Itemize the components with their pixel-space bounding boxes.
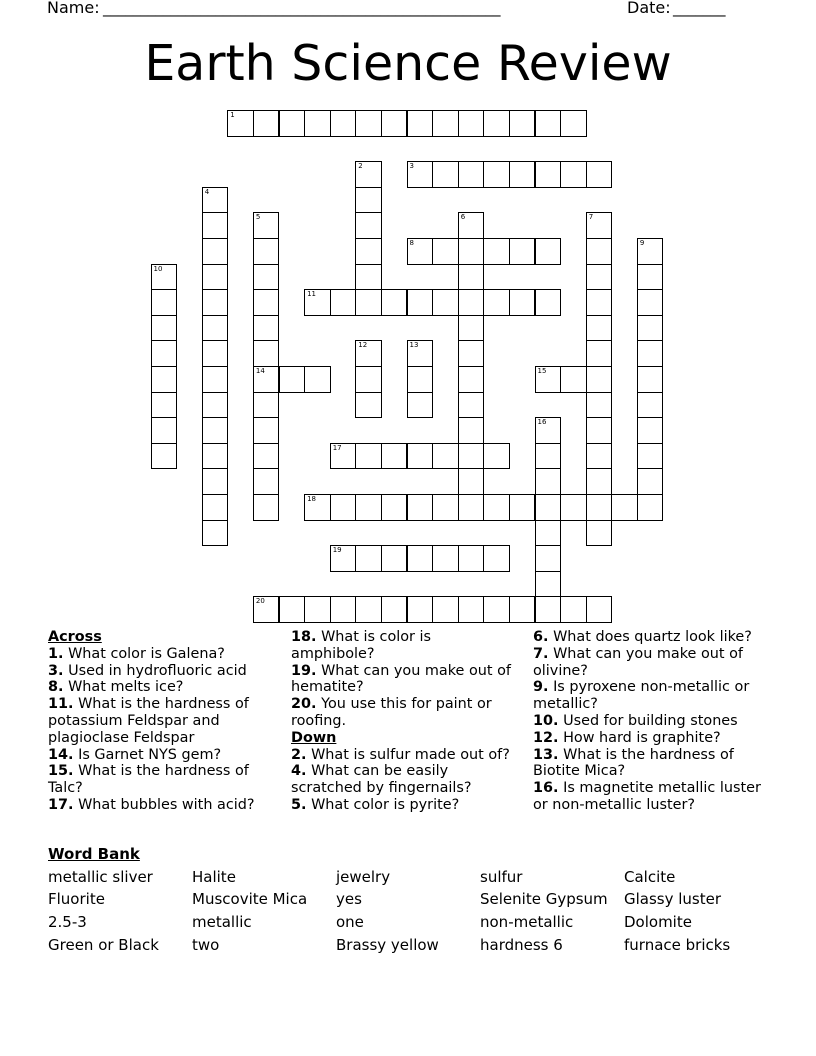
crossword-cell[interactable] xyxy=(202,340,229,367)
crossword-cell[interactable] xyxy=(432,289,459,316)
word-bank-item: one xyxy=(336,913,364,931)
crossword-cell[interactable] xyxy=(586,315,613,342)
clue-text: What is color is amphibole? xyxy=(291,629,432,662)
clue-number: 8. xyxy=(48,679,64,696)
clue-text: What color is pyrite? xyxy=(311,796,460,813)
word-bank-item: two xyxy=(192,936,220,954)
crossword-cell[interactable] xyxy=(202,264,229,291)
clue-number-label: 4 xyxy=(204,187,210,196)
word-bank-item: Calcite xyxy=(624,868,676,886)
crossword-cell[interactable] xyxy=(432,238,459,265)
crossword-cell[interactable] xyxy=(407,596,434,623)
crossword-cell[interactable] xyxy=(202,315,229,342)
clue-text: Is Garnet NYS gem? xyxy=(78,746,222,763)
crossword-cell[interactable] xyxy=(586,417,613,444)
crossword-cell[interactable] xyxy=(330,289,357,316)
crossword-cell[interactable] xyxy=(535,545,562,572)
crossword-cell[interactable] xyxy=(611,494,638,521)
clue-number-label: 2 xyxy=(358,162,363,171)
clue-text: What color is Galena? xyxy=(68,645,225,662)
clue-down-12 xyxy=(533,730,765,747)
clue-down-5 xyxy=(291,797,517,814)
crossword-cell[interactable] xyxy=(637,366,664,393)
crossword-cell[interactable] xyxy=(253,264,280,291)
crossword-cell[interactable] xyxy=(355,238,382,265)
crossword-cell[interactable] xyxy=(253,238,280,265)
crossword-cell[interactable] xyxy=(586,264,613,291)
crossword-cell[interactable] xyxy=(458,161,485,188)
crossword-cell[interactable] xyxy=(535,417,562,444)
crossword-cell[interactable] xyxy=(535,289,562,316)
crossword-cell[interactable] xyxy=(202,494,229,521)
crossword-cell[interactable] xyxy=(458,340,485,367)
crossword-cell[interactable] xyxy=(432,110,459,137)
clue-text: What can you make out of hematite? xyxy=(291,662,512,696)
across-heading: Across xyxy=(48,629,102,645)
crossword-cell[interactable] xyxy=(381,545,408,572)
clue-down-13 xyxy=(533,747,765,781)
crossword-cell[interactable] xyxy=(535,468,562,495)
crossword-cell[interactable] xyxy=(637,238,664,265)
crossword-cell[interactable] xyxy=(458,545,485,572)
crossword-cell[interactable] xyxy=(483,596,510,623)
clues-column-3 xyxy=(533,629,765,814)
crossword-cell[interactable] xyxy=(483,545,510,572)
clue-number-label: 6 xyxy=(460,213,466,222)
crossword-cell[interactable] xyxy=(330,494,357,521)
crossword-cell[interactable] xyxy=(355,161,382,188)
crossword-cell[interactable] xyxy=(407,545,434,572)
crossword-cell[interactable] xyxy=(355,392,382,419)
crossword-cell[interactable] xyxy=(330,110,357,137)
crossword-cell[interactable] xyxy=(637,392,664,419)
crossword-cell[interactable] xyxy=(202,520,229,547)
clue-number: 3. xyxy=(48,662,64,679)
clue-number-label: 5 xyxy=(255,213,261,222)
crossword-cell[interactable] xyxy=(381,596,408,623)
clue-number: 11. xyxy=(48,696,74,713)
crossword-cell[interactable] xyxy=(253,289,280,316)
crossword-cell[interactable] xyxy=(407,289,434,316)
crossword-cell[interactable] xyxy=(355,289,382,316)
clue-text: What does quartz look like? xyxy=(553,629,752,645)
crossword-cell[interactable] xyxy=(637,340,664,367)
crossword-cell[interactable] xyxy=(560,596,587,623)
crossword-cell[interactable] xyxy=(304,366,331,393)
clue-number: 16. xyxy=(533,780,559,797)
clue-number-label: 16 xyxy=(537,418,547,427)
word-bank-item: Halite xyxy=(192,868,236,886)
crossword-cell[interactable] xyxy=(458,443,485,470)
crossword-cell[interactable] xyxy=(586,238,613,265)
clue-number-label: 17 xyxy=(332,443,342,452)
clue-number: 1. xyxy=(48,645,64,662)
crossword-cell[interactable] xyxy=(560,110,587,137)
word-bank-item: Muscovite Mica xyxy=(192,890,308,908)
clues-column-2 xyxy=(291,629,517,814)
crossword-cell[interactable] xyxy=(458,468,485,495)
crossword-cell[interactable] xyxy=(637,264,664,291)
crossword-cell[interactable] xyxy=(279,366,306,393)
crossword-cell[interactable] xyxy=(381,443,408,470)
crossword-cell[interactable] xyxy=(151,264,178,291)
clue-down-4 xyxy=(291,763,517,797)
clue-number: 13. xyxy=(533,746,559,763)
crossword-cell[interactable] xyxy=(279,596,306,623)
clue-text: What bubbles with acid? xyxy=(78,796,255,813)
clue-number: 7. xyxy=(533,645,549,662)
crossword-cell[interactable] xyxy=(509,161,536,188)
crossword-cell[interactable] xyxy=(253,494,280,521)
clue-number-label: 12 xyxy=(358,341,368,350)
crossword-cell[interactable] xyxy=(355,212,382,239)
clue-across-8 xyxy=(48,679,263,696)
clue-number: 6. xyxy=(533,629,549,645)
crossword-cell[interactable] xyxy=(509,110,536,137)
crossword-cell[interactable] xyxy=(151,417,178,444)
clue-number: 19. xyxy=(291,662,317,679)
crossword-cell[interactable] xyxy=(253,392,280,419)
crossword-cell[interactable] xyxy=(509,494,536,521)
crossword-cell[interactable] xyxy=(586,340,613,367)
clue-number: 14. xyxy=(48,746,74,763)
crossword-cell[interactable] xyxy=(253,212,280,239)
word-bank-item: metallic xyxy=(192,913,252,931)
word-bank-item: Dolomite xyxy=(624,913,692,931)
clue-number-label: 14 xyxy=(255,367,265,375)
crossword-cell[interactable] xyxy=(304,110,331,137)
crossword-cell[interactable] xyxy=(637,315,664,342)
crossword-cell[interactable] xyxy=(535,238,562,265)
crossword-cell[interactable] xyxy=(483,161,510,188)
crossword-cell[interactable] xyxy=(586,520,613,547)
crossword-cell[interactable] xyxy=(407,161,434,188)
word-bank-item: sulfur xyxy=(480,868,523,886)
clue-across-19 xyxy=(291,663,517,697)
crossword-cell[interactable] xyxy=(381,289,408,316)
crossword-cell[interactable] xyxy=(560,161,587,188)
crossword-cell[interactable] xyxy=(202,443,229,470)
crossword-cell[interactable] xyxy=(253,315,280,342)
crossword-cell[interactable] xyxy=(458,366,485,393)
crossword-cell[interactable] xyxy=(586,212,613,239)
clue-across-20 xyxy=(291,696,517,730)
clue-text: What is the hardness of potassium Feldspar and plagioclase Feldspar xyxy=(48,696,249,746)
crossword-cell[interactable] xyxy=(483,110,510,137)
clue-text: How hard is graphite? xyxy=(563,729,721,746)
clue-number-label: 3 xyxy=(409,162,414,171)
clue-across-18 xyxy=(291,629,517,663)
crossword-cell[interactable] xyxy=(304,494,331,521)
crossword-cell[interactable] xyxy=(202,366,229,393)
clue-number-label: 1 xyxy=(230,111,235,119)
crossword-cell[interactable] xyxy=(586,392,613,419)
crossword-cell[interactable] xyxy=(151,366,178,393)
crossword-cell[interactable] xyxy=(202,468,229,495)
crossword-cell[interactable] xyxy=(458,110,485,137)
crossword-cell[interactable] xyxy=(355,366,382,393)
crossword-cell[interactable] xyxy=(304,289,331,316)
clue-down-6 xyxy=(533,629,765,646)
crossword-cell[interactable] xyxy=(253,366,280,393)
clue-down-7 xyxy=(533,646,765,680)
clue-text: Is pyroxene non-metallic or metallic? xyxy=(533,679,750,713)
crossword-cell[interactable] xyxy=(509,596,536,623)
crossword-cell[interactable] xyxy=(253,443,280,470)
crossword-cell[interactable] xyxy=(458,238,485,265)
word-bank-item: 2.5-3 xyxy=(48,913,87,931)
crossword-cell[interactable] xyxy=(355,340,382,367)
name-line[interactable]: _____________________________________________________ xyxy=(103,0,501,17)
crossword-cell[interactable] xyxy=(253,596,280,623)
clue-number-label: 10 xyxy=(153,264,163,273)
crossword-cell[interactable] xyxy=(535,443,562,470)
crossword-cell[interactable] xyxy=(535,596,562,623)
crossword-cell[interactable] xyxy=(458,212,485,239)
clues-column-1 xyxy=(48,629,263,814)
crossword-cell[interactable] xyxy=(458,264,485,291)
crossword-cell[interactable] xyxy=(432,443,459,470)
crossword-cell[interactable] xyxy=(279,110,306,137)
crossword-cell[interactable] xyxy=(381,110,408,137)
clue-text: You use this for paint or roofing. xyxy=(291,696,492,729)
crossword-cell[interactable] xyxy=(483,289,510,316)
crossword-cell[interactable] xyxy=(202,417,229,444)
crossword-cell[interactable] xyxy=(202,392,229,419)
crossword-cell[interactable] xyxy=(407,340,434,367)
crossword-cell[interactable] xyxy=(586,366,613,393)
clue-number: 2. xyxy=(291,746,307,763)
clue-number: 20. xyxy=(291,696,317,713)
crossword-cell[interactable] xyxy=(304,596,331,623)
clue-text: What is the hardness of Talc? xyxy=(48,763,249,797)
clue-text: What can you make out of olivine? xyxy=(533,645,743,679)
clue-number: 5. xyxy=(291,796,307,813)
crossword-cell[interactable] xyxy=(407,366,434,393)
crossword-cell[interactable] xyxy=(355,596,382,623)
crossword-cell[interactable] xyxy=(407,494,434,521)
clue-number: 4. xyxy=(291,763,307,780)
crossword-cell[interactable] xyxy=(407,443,434,470)
crossword-cell[interactable] xyxy=(586,443,613,470)
crossword-cell[interactable] xyxy=(458,494,485,521)
crossword-cell[interactable] xyxy=(151,443,178,470)
crossword-cell[interactable] xyxy=(483,443,510,470)
crossword-cell[interactable] xyxy=(458,315,485,342)
clue-text: What is sulfur made out of? xyxy=(311,746,510,763)
clue-number-label: 19 xyxy=(332,546,342,555)
clue-number: 18. xyxy=(291,629,317,645)
crossword-cell[interactable] xyxy=(355,187,382,214)
crossword-cell[interactable] xyxy=(381,494,408,521)
crossword-cell[interactable] xyxy=(535,161,562,188)
crossword-cell[interactable] xyxy=(509,289,536,316)
clue-number-label: 7 xyxy=(588,213,594,222)
crossword-cell[interactable] xyxy=(330,443,357,470)
crossword-cell[interactable] xyxy=(458,392,485,419)
crossword-cell[interactable] xyxy=(202,187,229,214)
crossword-cell[interactable] xyxy=(432,161,459,188)
crossword-cell[interactable] xyxy=(407,392,434,419)
crossword-cell[interactable] xyxy=(407,110,434,137)
crossword-cell[interactable] xyxy=(535,494,562,521)
crossword-cell[interactable] xyxy=(458,596,485,623)
clue-number: 12. xyxy=(533,729,559,746)
word-bank-item: Green or Black xyxy=(48,936,159,954)
crossword-cell[interactable] xyxy=(637,443,664,470)
crossword-cell[interactable] xyxy=(355,494,382,521)
clue-text: What is the hardness of Biotite Mica? xyxy=(533,746,734,780)
crossword-cell[interactable] xyxy=(586,468,613,495)
name-label: Name: xyxy=(47,0,100,17)
crossword-cell[interactable] xyxy=(202,289,229,316)
clue-text: Used in hydrofluoric acid xyxy=(68,662,247,679)
crossword-cell[interactable] xyxy=(151,315,178,342)
crossword-cell[interactable] xyxy=(151,392,178,419)
crossword-cell[interactable] xyxy=(637,289,664,316)
crossword-cell[interactable] xyxy=(202,238,229,265)
clue-across-11 xyxy=(48,696,263,746)
page-title: Earth Science Review xyxy=(144,35,672,92)
crossword-cell[interactable] xyxy=(253,468,280,495)
clue-number: 17. xyxy=(48,796,74,813)
crossword-cell[interactable] xyxy=(483,238,510,265)
crossword-cell[interactable] xyxy=(355,443,382,470)
clue-down-10 xyxy=(533,713,765,730)
crossword-cell[interactable] xyxy=(586,596,613,623)
across-list-part-1 xyxy=(48,646,263,814)
word-bank-item: furnace bricks xyxy=(624,936,731,954)
crossword-cell[interactable] xyxy=(253,340,280,367)
word-bank-item: Brassy yellow xyxy=(336,936,439,954)
crossword-cell[interactable] xyxy=(330,545,357,572)
clue-down-9 xyxy=(533,679,765,713)
crossword-cell[interactable] xyxy=(355,110,382,137)
date-label: Date: xyxy=(627,0,671,17)
down-heading: Down xyxy=(291,729,337,746)
clue-text: Is magnetite metallic luster or non-metallic luster? xyxy=(533,780,761,813)
crossword-cell[interactable] xyxy=(509,238,536,265)
crossword-cell[interactable] xyxy=(355,264,382,291)
word-bank-item: Fluorite xyxy=(48,890,105,908)
clue-down-2 xyxy=(291,747,517,764)
word-bank-heading: Word Bank xyxy=(48,845,140,863)
clue-number: 10. xyxy=(533,712,559,729)
crossword-cell[interactable] xyxy=(432,494,459,521)
crossword-cell[interactable] xyxy=(586,494,613,521)
crossword-cell[interactable] xyxy=(151,289,178,316)
crossword-cell[interactable] xyxy=(407,238,434,265)
crossword-cell[interactable] xyxy=(253,110,280,137)
crossword-cell[interactable] xyxy=(330,596,357,623)
crossword-cell[interactable] xyxy=(637,494,664,521)
crossword-cell[interactable] xyxy=(458,289,485,316)
clue-across-3 xyxy=(48,663,263,680)
crossword-cell[interactable] xyxy=(202,212,229,239)
crossword-cell[interactable] xyxy=(432,596,459,623)
clue-text: What can be easily scratched by fingernails? xyxy=(291,763,472,797)
word-bank-item: Selenite Gypsum xyxy=(480,890,608,908)
crossword-cell[interactable] xyxy=(535,366,562,393)
crossword-cell[interactable] xyxy=(355,545,382,572)
crossword-cell[interactable] xyxy=(586,161,613,188)
clue-across-1 xyxy=(48,646,263,663)
clue-number-label: 8 xyxy=(409,239,414,247)
clue-across-15 xyxy=(48,763,263,797)
crossword-cell[interactable] xyxy=(560,494,587,521)
crossword-cell[interactable] xyxy=(432,545,459,572)
clue-number-label: 15 xyxy=(537,367,547,375)
word-bank-item: hardness 6 xyxy=(480,936,563,954)
word-bank-item: non-metallic xyxy=(480,913,574,931)
clue-down-16 xyxy=(533,780,765,814)
crossword-cell[interactable] xyxy=(151,340,178,367)
clue-number-label: 13 xyxy=(409,341,419,350)
word-bank-item: yes xyxy=(336,890,362,908)
crossword-cell[interactable] xyxy=(253,417,280,444)
crossword-cell[interactable] xyxy=(535,571,562,598)
word-bank-item: jewelry xyxy=(336,868,391,886)
clue-text: Used for building stones xyxy=(563,712,738,729)
crossword-cell[interactable] xyxy=(227,110,254,137)
clue-number-label: 9 xyxy=(639,239,645,247)
crossword-cell[interactable] xyxy=(637,468,664,495)
clue-number-label: 20 xyxy=(255,597,265,606)
crossword-cell[interactable] xyxy=(483,494,510,521)
crossword-cell[interactable] xyxy=(560,366,587,393)
crossword-cell[interactable] xyxy=(458,417,485,444)
crossword-cell[interactable] xyxy=(535,110,562,137)
clue-number-label: 11 xyxy=(307,290,317,299)
clue-across-14 xyxy=(48,747,263,764)
clue-number-label: 18 xyxy=(307,495,317,503)
crossword-cell[interactable] xyxy=(535,520,562,547)
word-bank-item: Glassy luster xyxy=(624,890,722,908)
clue-number: 15. xyxy=(48,763,74,780)
crossword-cell[interactable] xyxy=(586,289,613,316)
word-bank-item: metallic sliver xyxy=(48,868,153,886)
crossword-cell[interactable] xyxy=(637,417,664,444)
clue-number: 9. xyxy=(533,679,549,696)
clue-text: What melts ice? xyxy=(68,679,184,696)
date-line[interactable]: _______ xyxy=(673,0,726,17)
clue-across-17 xyxy=(48,797,263,814)
